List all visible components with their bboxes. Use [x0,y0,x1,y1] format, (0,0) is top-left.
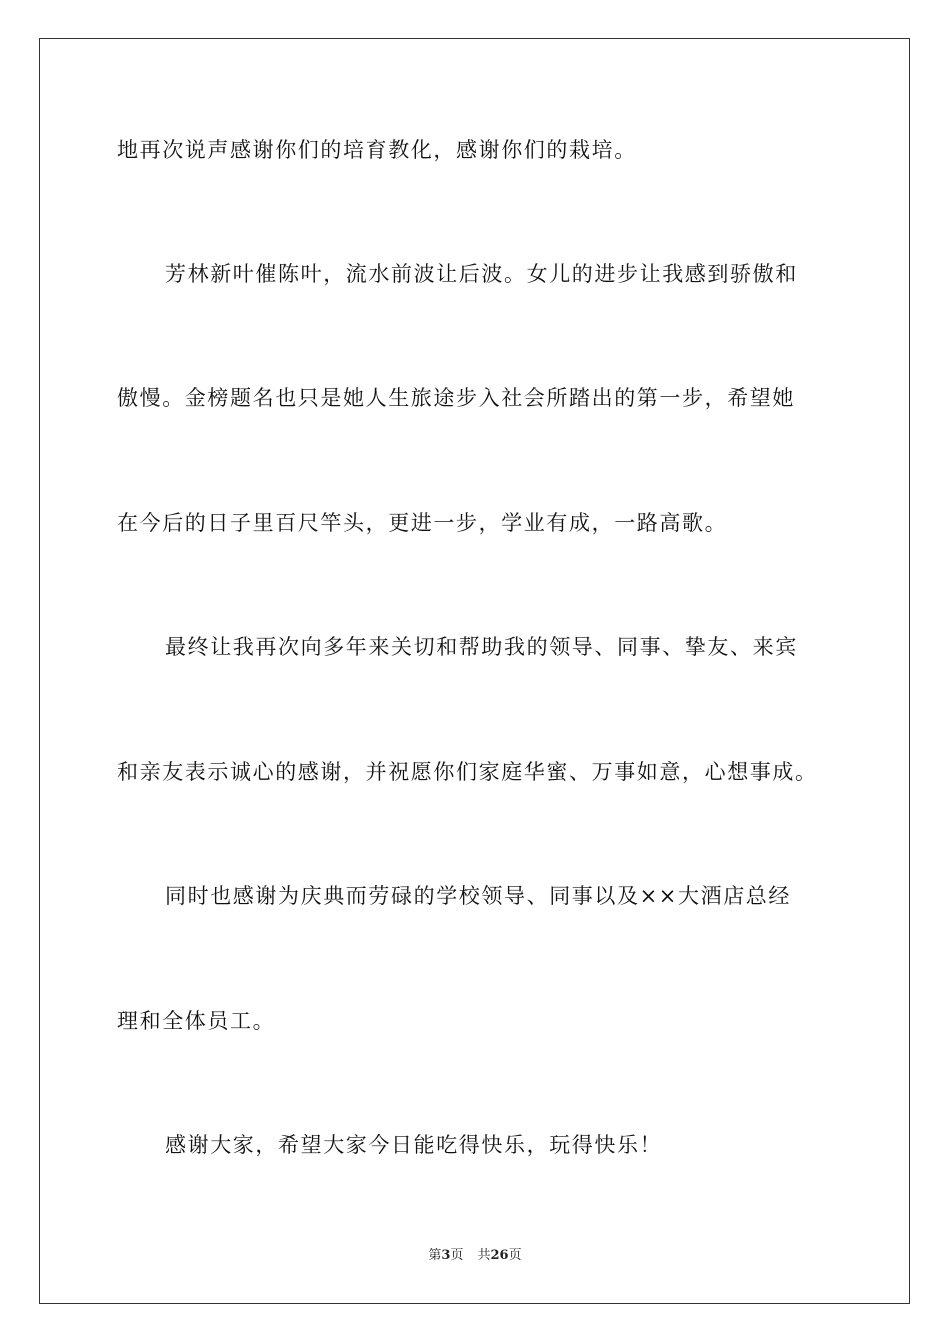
total-prefix: 共 [477,1248,491,1263]
text-line-5: 最终让我再次向多年来关切和帮助我的领导、同事、挚友、来宾 [165,635,798,659]
total-pages: 26 [490,1248,509,1263]
text-line-1: 地再次说声感谢你们的培育教化，感谢你们的栽培。 [117,138,637,162]
page-prefix: 第 [428,1248,442,1263]
page-number: 3 [441,1248,451,1263]
text-line-4: 在今后的日子里百尺竿头，更进一步，学业有成，一路高歌。 [117,511,728,535]
total-suffix: 页 [508,1248,522,1263]
page-footer [0,1247,950,1265]
page-border [39,38,910,1304]
text-line-2: 芳林新叶催陈叶，流水前波让后波。女儿的进步让我感到骄傲和 [165,262,798,286]
text-line-6: 和亲友表示诚心的感谢，并祝愿你们家庭华蜜、万事如意，心想事成。 [117,760,818,784]
text-line-9: 感谢大家，希望大家今日能吃得快乐，玩得快乐！ [165,1133,663,1157]
text-line-8: 理和全体员工。 [117,1009,276,1033]
text-line-3: 傲慢。金榜题名也只是她人生旅途步入社会所踏出的第一步，希望她 [117,386,795,410]
page-suffix: 页 [450,1248,464,1263]
text-line-7: 同时也感谢为庆典而劳碌的学校领导、同事以及××大酒店总经 [165,884,791,908]
